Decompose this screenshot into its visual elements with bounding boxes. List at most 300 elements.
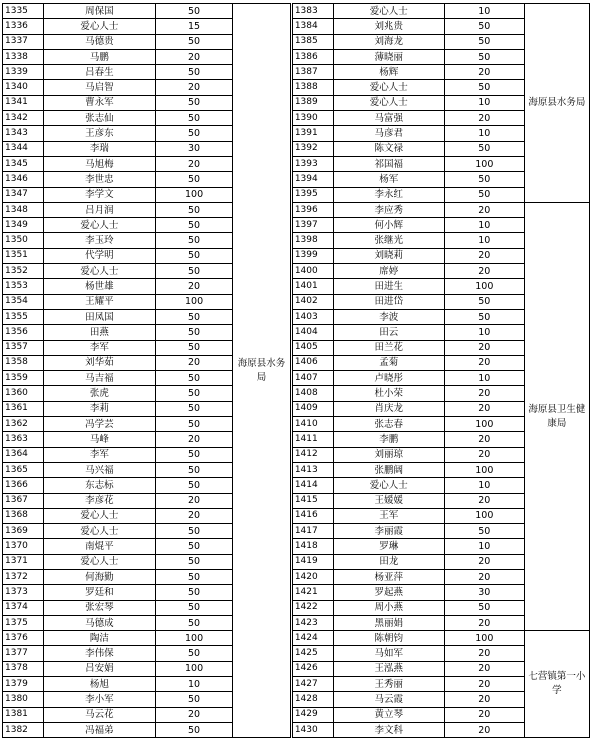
right-donor-name: 张继光 — [333, 233, 444, 248]
right-donation-amount: 50 — [444, 309, 524, 324]
right-unit-cell: 海原县水务局 — [524, 4, 589, 203]
right-donor-name: 李文科 — [333, 722, 444, 737]
left-record-number: 1357 — [3, 340, 44, 355]
right-record-number: 1407 — [292, 371, 333, 386]
left-donor-name: 李世忠 — [43, 172, 155, 187]
table-row — [3, 432, 590, 447]
left-donation-amount: 50 — [155, 524, 232, 539]
left-record-number: 1372 — [3, 569, 44, 584]
left-record-number: 1380 — [3, 692, 44, 707]
table-row — [3, 539, 590, 554]
table-row — [3, 401, 590, 416]
table-row — [3, 187, 590, 202]
left-donation-amount: 20 — [155, 279, 232, 294]
left-record-number: 1361 — [3, 401, 44, 416]
left-record-number: 1373 — [3, 585, 44, 600]
left-record-number: 1346 — [3, 172, 44, 187]
left-record-number: 1351 — [3, 248, 44, 263]
left-donation-amount: 15 — [155, 19, 232, 34]
right-donation-amount: 20 — [444, 355, 524, 370]
left-record-number: 1375 — [3, 615, 44, 630]
left-donation-amount: 20 — [155, 355, 232, 370]
left-record-number: 1363 — [3, 432, 44, 447]
right-donor-name: 何小辉 — [333, 218, 444, 233]
left-record-number: 1359 — [3, 371, 44, 386]
left-record-number: 1369 — [3, 524, 44, 539]
left-donation-amount: 50 — [155, 4, 232, 19]
table-row — [3, 524, 590, 539]
right-donation-amount: 20 — [444, 615, 524, 630]
left-donation-amount: 20 — [155, 493, 232, 508]
right-donor-name: 刘丽琼 — [333, 447, 444, 462]
left-donor-name: 张虎 — [43, 386, 155, 401]
left-donor-name: 马吉福 — [43, 371, 155, 386]
left-donor-name: 马峰 — [43, 432, 155, 447]
right-donor-name: 陈朝钧 — [333, 631, 444, 646]
right-donation-amount: 50 — [444, 600, 524, 615]
table-row — [3, 722, 590, 737]
right-donation-amount: 10 — [444, 126, 524, 141]
right-donation-amount: 20 — [444, 111, 524, 126]
left-donor-name: 刘华茹 — [43, 355, 155, 370]
left-record-number: 1353 — [3, 279, 44, 294]
left-donation-amount: 50 — [155, 95, 232, 110]
right-record-number: 1421 — [292, 585, 333, 600]
left-donor-name: 田燕 — [43, 325, 155, 340]
table-row — [3, 294, 590, 309]
right-donation-amount: 50 — [444, 19, 524, 34]
right-donor-name: 罗起燕 — [333, 585, 444, 600]
right-donor-name: 田进生 — [333, 279, 444, 294]
left-record-number: 1364 — [3, 447, 44, 462]
left-record-number: 1379 — [3, 677, 44, 692]
left-donor-name: 李学文 — [43, 187, 155, 202]
right-donation-amount: 20 — [444, 677, 524, 692]
left-donor-name: 何海勤 — [43, 569, 155, 584]
right-donor-name: 薄晓丽 — [333, 49, 444, 64]
right-donation-amount: 20 — [444, 401, 524, 416]
right-unit-cell: 海原县卫生健康局 — [524, 202, 589, 630]
right-donor-name: 马彦君 — [333, 126, 444, 141]
left-record-number: 1377 — [3, 646, 44, 661]
right-record-number: 1418 — [292, 539, 333, 554]
right-donation-amount: 10 — [444, 4, 524, 19]
table-row — [3, 65, 590, 80]
right-record-number: 1394 — [292, 172, 333, 187]
right-donor-name: 杨亚萍 — [333, 569, 444, 584]
right-donation-amount: 50 — [444, 524, 524, 539]
left-record-number: 1347 — [3, 187, 44, 202]
left-record-number: 1365 — [3, 462, 44, 477]
left-donation-amount: 50 — [155, 111, 232, 126]
table-row — [3, 661, 590, 676]
right-donation-amount: 100 — [444, 631, 524, 646]
left-donation-amount: 20 — [155, 80, 232, 95]
right-donation-amount: 10 — [444, 95, 524, 110]
right-record-number: 1404 — [292, 325, 333, 340]
right-record-number: 1405 — [292, 340, 333, 355]
right-donor-name: 李波 — [333, 309, 444, 324]
left-record-number: 1381 — [3, 707, 44, 722]
table-row — [3, 264, 590, 279]
left-record-number: 1339 — [3, 65, 44, 80]
left-donation-amount: 50 — [155, 569, 232, 584]
right-donation-amount: 20 — [444, 554, 524, 569]
right-donation-amount: 100 — [444, 156, 524, 171]
left-donor-name: 吕月润 — [43, 202, 155, 217]
left-donor-name: 张志仙 — [43, 111, 155, 126]
left-donor-name: 李伟保 — [43, 646, 155, 661]
left-donor-name: 马鹏 — [43, 49, 155, 64]
table-row — [3, 34, 590, 49]
right-record-number: 1399 — [292, 248, 333, 263]
left-donor-name: 吕安娟 — [43, 661, 155, 676]
left-donation-amount: 50 — [155, 65, 232, 80]
right-donation-amount: 10 — [444, 325, 524, 340]
right-record-number: 1415 — [292, 493, 333, 508]
table-row — [3, 218, 590, 233]
left-donation-amount: 50 — [155, 309, 232, 324]
table-row — [3, 172, 590, 187]
right-donor-name: 爱心人士 — [333, 478, 444, 493]
left-unit-cell: 海原县水务局 — [233, 4, 291, 738]
right-record-number: 1420 — [292, 569, 333, 584]
left-donation-amount: 50 — [155, 447, 232, 462]
right-donor-name: 李永红 — [333, 187, 444, 202]
left-donation-amount: 50 — [155, 371, 232, 386]
left-record-number: 1366 — [3, 478, 44, 493]
left-record-number: 1355 — [3, 309, 44, 324]
right-donor-name: 罗琳 — [333, 539, 444, 554]
right-donation-amount: 50 — [444, 80, 524, 95]
right-donor-name: 田龙 — [333, 554, 444, 569]
right-record-number: 1389 — [292, 95, 333, 110]
left-donor-name: 李彦花 — [43, 493, 155, 508]
right-donation-amount: 100 — [444, 508, 524, 523]
table-row — [3, 49, 590, 64]
right-donor-name: 孟菊 — [333, 355, 444, 370]
right-donation-amount: 20 — [444, 65, 524, 80]
left-record-number: 1382 — [3, 722, 44, 737]
table-row — [3, 600, 590, 615]
right-record-number: 1395 — [292, 187, 333, 202]
table-row — [3, 585, 590, 600]
right-record-number: 1417 — [292, 524, 333, 539]
left-donor-name: 周保国 — [43, 4, 155, 19]
table-row — [3, 631, 590, 646]
right-record-number: 1397 — [292, 218, 333, 233]
left-donor-name: 马旭梅 — [43, 156, 155, 171]
table-row — [3, 233, 590, 248]
right-record-number: 1429 — [292, 707, 333, 722]
left-donation-amount: 50 — [155, 615, 232, 630]
right-record-number: 1391 — [292, 126, 333, 141]
left-donor-name: 爱心人士 — [43, 508, 155, 523]
left-record-number: 1341 — [3, 95, 44, 110]
right-donation-amount: 20 — [444, 202, 524, 217]
right-donor-name: 爱心人士 — [333, 80, 444, 95]
right-record-number: 1414 — [292, 478, 333, 493]
right-donation-amount: 20 — [444, 248, 524, 263]
right-donor-name: 黑丽娟 — [333, 615, 444, 630]
right-record-number: 1393 — [292, 156, 333, 171]
right-donation-amount: 100 — [444, 417, 524, 432]
table-row — [3, 478, 590, 493]
right-record-number: 1426 — [292, 661, 333, 676]
left-donor-name: 爱心人士 — [43, 554, 155, 569]
right-record-number: 1408 — [292, 386, 333, 401]
left-donor-name: 曹永军 — [43, 95, 155, 110]
left-donor-name: 爱心人士 — [43, 218, 155, 233]
right-donation-amount: 50 — [444, 294, 524, 309]
right-donor-name: 杨军 — [333, 172, 444, 187]
right-donor-name: 马云霞 — [333, 692, 444, 707]
table-row — [3, 95, 590, 110]
right-donation-amount: 20 — [444, 432, 524, 447]
left-donation-amount: 50 — [155, 692, 232, 707]
right-donation-amount: 20 — [444, 707, 524, 722]
left-donor-name: 代学明 — [43, 248, 155, 263]
right-donation-amount: 20 — [444, 386, 524, 401]
table-row — [3, 248, 590, 263]
right-donation-amount: 20 — [444, 569, 524, 584]
right-donation-amount: 10 — [444, 218, 524, 233]
left-record-number: 1342 — [3, 111, 44, 126]
table-row — [3, 615, 590, 630]
left-donation-amount: 20 — [155, 49, 232, 64]
right-donor-name: 刘兆贵 — [333, 19, 444, 34]
left-donor-name: 王耀平 — [43, 294, 155, 309]
right-unit-cell: 七营镇第一小学 — [524, 631, 589, 738]
right-record-number: 1396 — [292, 202, 333, 217]
right-donor-name: 黄立琴 — [333, 707, 444, 722]
right-record-number: 1388 — [292, 80, 333, 95]
right-record-number: 1409 — [292, 401, 333, 416]
table-row — [3, 279, 590, 294]
right-record-number: 1411 — [292, 432, 333, 447]
left-donor-name: 吕春生 — [43, 65, 155, 80]
right-donation-amount: 30 — [444, 585, 524, 600]
left-record-number: 1337 — [3, 34, 44, 49]
left-donation-amount: 10 — [155, 677, 232, 692]
right-donation-amount: 50 — [444, 141, 524, 156]
left-donor-name: 爱心人士 — [43, 264, 155, 279]
left-donor-name: 李小军 — [43, 692, 155, 707]
left-donor-name: 张宏琴 — [43, 600, 155, 615]
left-donor-name: 陶洁 — [43, 631, 155, 646]
left-donation-amount: 50 — [155, 386, 232, 401]
left-donation-amount: 50 — [155, 172, 232, 187]
left-donor-name: 马德贵 — [43, 34, 155, 49]
left-donation-amount: 20 — [155, 508, 232, 523]
left-donor-name: 马德成 — [43, 615, 155, 630]
table-row — [3, 447, 590, 462]
right-donation-amount: 20 — [444, 447, 524, 462]
right-donation-amount: 20 — [444, 340, 524, 355]
right-record-number: 1400 — [292, 264, 333, 279]
right-donor-name: 王媛媛 — [333, 493, 444, 508]
right-donation-amount: 10 — [444, 233, 524, 248]
left-donor-name: 李瑞 — [43, 141, 155, 156]
table-row — [3, 111, 590, 126]
left-donor-name: 李玉玲 — [43, 233, 155, 248]
left-donation-amount: 50 — [155, 417, 232, 432]
left-donation-amount: 50 — [155, 646, 232, 661]
left-record-number: 1358 — [3, 355, 44, 370]
left-donor-name: 马兴福 — [43, 462, 155, 477]
left-donor-name: 马启智 — [43, 80, 155, 95]
left-record-number: 1371 — [3, 554, 44, 569]
right-record-number: 1423 — [292, 615, 333, 630]
table-row — [3, 462, 590, 477]
left-record-number: 1367 — [3, 493, 44, 508]
right-record-number: 1427 — [292, 677, 333, 692]
left-record-number: 1348 — [3, 202, 44, 217]
table-row — [3, 646, 590, 661]
left-donor-name: 冯福弟 — [43, 722, 155, 737]
left-donation-amount: 50 — [155, 264, 232, 279]
table-row — [3, 202, 590, 217]
right-donor-name: 李丽霞 — [333, 524, 444, 539]
table-row — [3, 19, 590, 34]
right-donor-name: 祁国福 — [333, 156, 444, 171]
right-record-number: 1430 — [292, 722, 333, 737]
right-record-number: 1410 — [292, 417, 333, 432]
left-donation-amount: 50 — [155, 218, 232, 233]
left-donation-amount: 100 — [155, 661, 232, 676]
right-donor-name: 张志春 — [333, 417, 444, 432]
left-donor-name: 东志标 — [43, 478, 155, 493]
left-record-number: 1340 — [3, 80, 44, 95]
table-row — [3, 340, 590, 355]
right-donation-amount: 100 — [444, 279, 524, 294]
right-record-number: 1422 — [292, 600, 333, 615]
left-record-number: 1370 — [3, 539, 44, 554]
left-donor-name: 李军 — [43, 340, 155, 355]
left-record-number: 1354 — [3, 294, 44, 309]
right-record-number: 1419 — [292, 554, 333, 569]
left-donor-name: 南焜平 — [43, 539, 155, 554]
table-row — [3, 692, 590, 707]
right-donor-name: 张鹏阔 — [333, 462, 444, 477]
donation-table — [2, 3, 590, 738]
left-donor-name: 罗廷和 — [43, 585, 155, 600]
table-row — [3, 386, 590, 401]
right-donor-name: 席婷 — [333, 264, 444, 279]
left-donation-amount: 100 — [155, 187, 232, 202]
left-donation-amount: 50 — [155, 539, 232, 554]
left-record-number: 1349 — [3, 218, 44, 233]
left-donation-amount: 50 — [155, 340, 232, 355]
table-row — [3, 554, 590, 569]
table-row — [3, 677, 590, 692]
left-record-number: 1376 — [3, 631, 44, 646]
right-donation-amount: 50 — [444, 172, 524, 187]
right-donor-name: 马如军 — [333, 646, 444, 661]
right-donation-amount: 20 — [444, 692, 524, 707]
right-donor-name: 李鹏 — [333, 432, 444, 447]
left-donation-amount: 50 — [155, 325, 232, 340]
left-donation-amount: 50 — [155, 401, 232, 416]
right-donor-name: 爱心人士 — [333, 95, 444, 110]
table-row — [3, 80, 590, 95]
left-donation-amount: 50 — [155, 722, 232, 737]
left-donor-name: 冯学芸 — [43, 417, 155, 432]
right-donor-name: 田兰花 — [333, 340, 444, 355]
right-record-number: 1428 — [292, 692, 333, 707]
right-donor-name: 卢晓彤 — [333, 371, 444, 386]
table-row — [3, 141, 590, 156]
left-record-number: 1343 — [3, 126, 44, 141]
table-row — [3, 309, 590, 324]
left-donation-amount: 50 — [155, 600, 232, 615]
left-donation-amount: 20 — [155, 707, 232, 722]
right-record-number: 1398 — [292, 233, 333, 248]
left-record-number: 1338 — [3, 49, 44, 64]
left-donor-name: 爱心人士 — [43, 19, 155, 34]
right-donor-name: 周小燕 — [333, 600, 444, 615]
left-donation-amount: 20 — [155, 156, 232, 171]
right-record-number: 1385 — [292, 34, 333, 49]
right-donation-amount: 20 — [444, 661, 524, 676]
left-record-number: 1345 — [3, 156, 44, 171]
left-donation-amount: 50 — [155, 202, 232, 217]
left-record-number: 1336 — [3, 19, 44, 34]
right-record-number: 1412 — [292, 447, 333, 462]
left-donation-amount: 50 — [155, 34, 232, 49]
table-row — [3, 4, 590, 19]
left-record-number: 1368 — [3, 508, 44, 523]
left-donation-amount: 100 — [155, 631, 232, 646]
table-row — [3, 707, 590, 722]
right-donation-amount: 20 — [444, 493, 524, 508]
right-record-number: 1386 — [292, 49, 333, 64]
left-donor-name: 马云花 — [43, 707, 155, 722]
table-row — [3, 371, 590, 386]
left-donor-name: 李军 — [43, 447, 155, 462]
right-donation-amount: 10 — [444, 539, 524, 554]
right-record-number: 1384 — [292, 19, 333, 34]
table-row — [3, 156, 590, 171]
right-record-number: 1406 — [292, 355, 333, 370]
right-donor-name: 田进岱 — [333, 294, 444, 309]
left-donor-name: 李莉 — [43, 401, 155, 416]
left-donation-amount: 50 — [155, 478, 232, 493]
left-donation-amount: 100 — [155, 294, 232, 309]
right-donation-amount: 10 — [444, 478, 524, 493]
left-donor-name: 爱心人士 — [43, 524, 155, 539]
right-donation-amount: 50 — [444, 187, 524, 202]
right-donor-name: 杨辉 — [333, 65, 444, 80]
right-donor-name: 李应秀 — [333, 202, 444, 217]
left-donor-name: 田凤国 — [43, 309, 155, 324]
left-record-number: 1362 — [3, 417, 44, 432]
left-record-number: 1378 — [3, 661, 44, 676]
right-donation-amount: 20 — [444, 722, 524, 737]
right-donor-name: 刘晓莉 — [333, 248, 444, 263]
left-record-number: 1344 — [3, 141, 44, 156]
right-record-number: 1387 — [292, 65, 333, 80]
left-donation-amount: 50 — [155, 233, 232, 248]
left-donor-name: 杨世雄 — [43, 279, 155, 294]
right-record-number: 1424 — [292, 631, 333, 646]
left-donation-amount: 30 — [155, 141, 232, 156]
left-donation-amount: 50 — [155, 126, 232, 141]
right-record-number: 1403 — [292, 309, 333, 324]
right-record-number: 1402 — [292, 294, 333, 309]
right-record-number: 1392 — [292, 141, 333, 156]
left-donor-name: 王彦东 — [43, 126, 155, 141]
